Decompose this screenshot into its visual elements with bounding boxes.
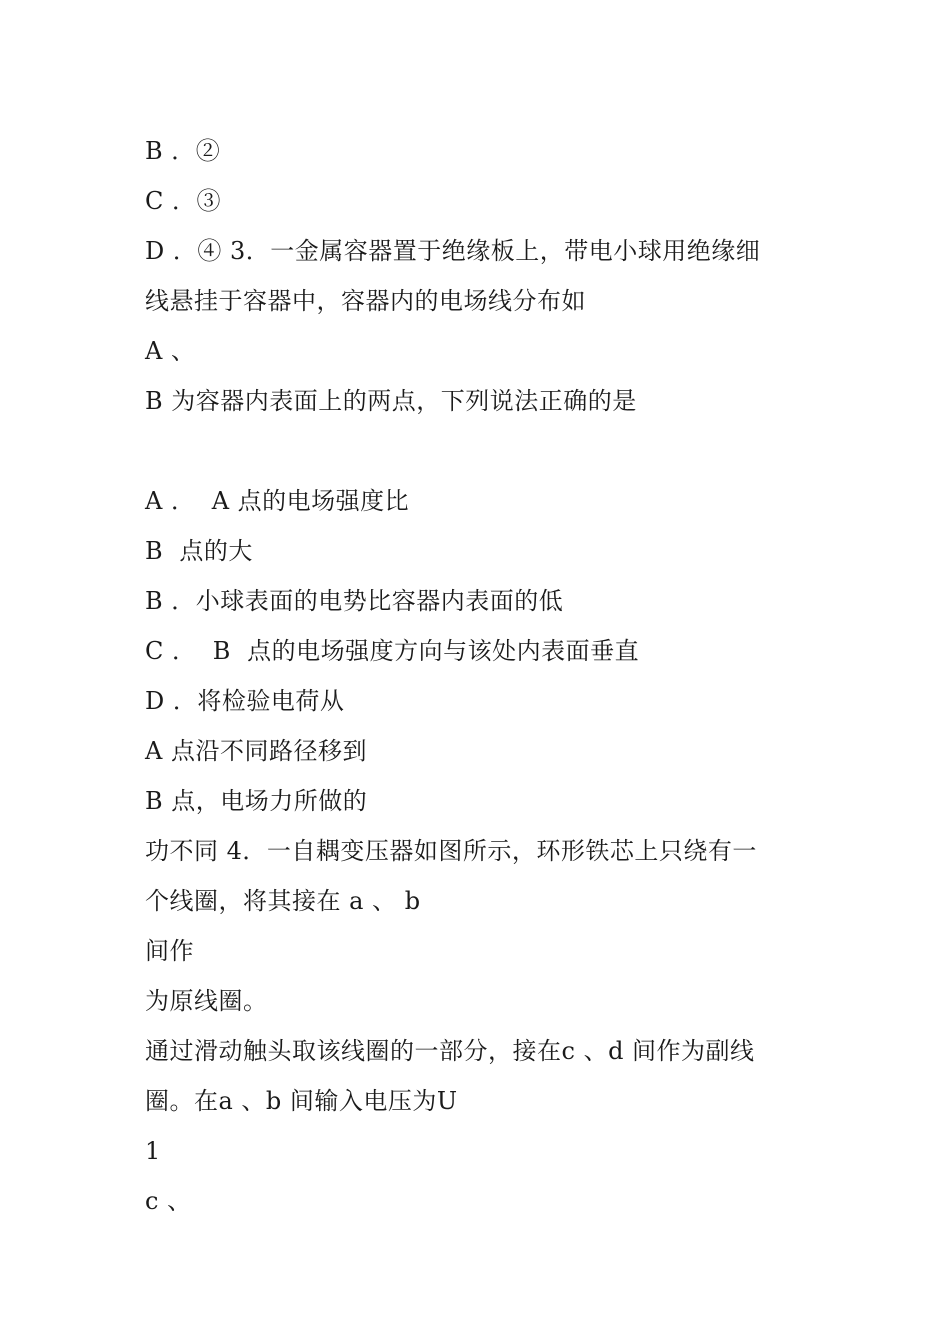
question-3-text: B 为容器内表面上的两点，下列说法正确的是 xyxy=(145,387,637,415)
option-a-q3: B 点的大 xyxy=(145,537,253,565)
option-a-q3: A ． A 点的电场强度比 xyxy=(145,487,410,515)
option-c-q2: C ．③ xyxy=(145,187,221,215)
option-d-q2-and-question-3: D ．④ 3．一金属容器置于绝缘板上，带电小球用绝缘细 xyxy=(145,237,761,265)
question-3-text: 线悬挂于容器中，容器内的电场线分布如 xyxy=(145,287,586,315)
question-4-text: 为原线圈。 xyxy=(145,987,268,1015)
question-4-text: 1 xyxy=(145,1137,161,1165)
question-3-text: A 、 xyxy=(145,337,196,365)
option-c-q3: C ． B 点的电场强度方向与该处内表面垂直 xyxy=(145,637,640,665)
question-4-text: 圈。在a 、b 间输入电压为U xyxy=(145,1087,458,1115)
question-4-text: 个线圈，将其接在 a 、 b xyxy=(145,887,421,915)
option-d-q3: D ．将检验电荷从 xyxy=(145,687,345,715)
option-b-q3: B ．小球表面的电势比容器内表面的低 xyxy=(145,587,564,615)
question-4-text: 通过滑动触头取该线圈的一部分，接在c 、d 间作为副线 xyxy=(145,1037,755,1065)
option-b-q2: B ．② xyxy=(145,137,221,165)
option-d-q3-and-question-4: 功不同 4．一自耦变压器如图所示，环形铁芯上只绕有一 xyxy=(145,837,757,865)
option-d-q3: B 点，电场力所做的 xyxy=(145,787,368,815)
question-4-text: c 、 xyxy=(145,1187,192,1215)
option-d-q3: A 点沿不同路径移到 xyxy=(145,737,367,765)
question-4-text: 间作 xyxy=(145,937,194,965)
